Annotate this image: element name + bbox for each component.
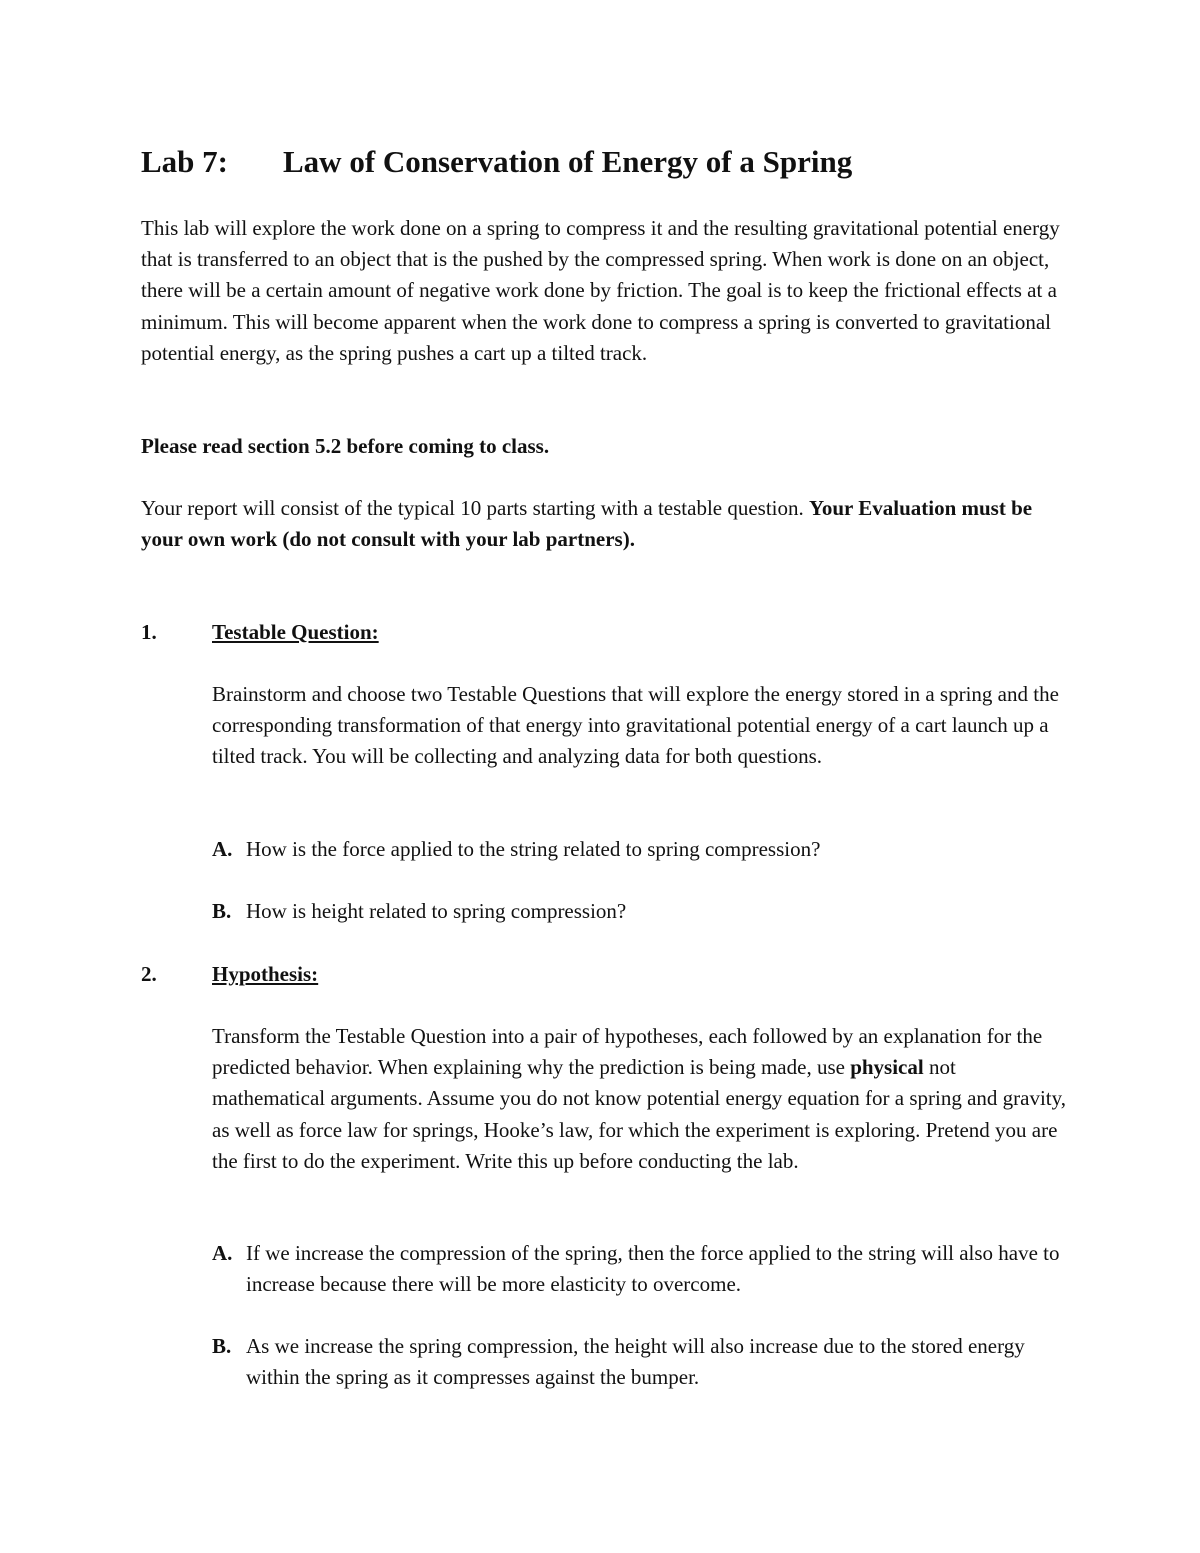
hypothesis-a xyxy=(212,1238,1072,1300)
lab-title-text: Law of Conservation of Energy of a Spring xyxy=(283,144,853,179)
question-b-text: How is height related to spring compression? xyxy=(246,899,627,923)
reading-notice: Please read section 5.2 before coming to class. xyxy=(141,434,550,458)
section-2-heading xyxy=(141,959,318,990)
section-1-title: Testable Question: xyxy=(212,620,379,644)
section-1-heading xyxy=(141,617,379,648)
section-1-body: Brainstorm and choose two Testable Questions that will explore the energy stored in a spring and the corresponding transformation of that energy into gravitational potential energy of a cart launch up a tilted track. You will be collecting and analyzing data for both questions. xyxy=(212,682,1059,769)
question-b-label: B. xyxy=(212,899,232,923)
section-2-body-start: Transform the Testable Question into a pair of hypotheses, each followed by an explanation for the predicted behavior. When explaining why the prediction is being made, use xyxy=(212,1024,1043,1080)
section-2-body xyxy=(212,1021,1072,1177)
section-1-number: 1. xyxy=(141,620,157,644)
report-text: Your report will consist of the typical 10 parts starting with a testable question. xyxy=(141,496,804,520)
intro-paragraph: This lab will explore the work done on a spring to compress it and the resulting gravitational potential energy that is transferred to an object that is the pushed by the compressed spring. When work is done on an object, there will be a certain amount of negative work done by friction. The goal is to keep the frictional effects at a minimum. This will become apparent when the work done to compress a spring is converted to gravitational potential energy, as the spring pushes a cart up a tilted track. xyxy=(141,216,1060,365)
question-b xyxy=(212,896,1072,927)
lab-number: Lab 7: xyxy=(141,144,228,179)
hypothesis-b xyxy=(212,1331,1072,1393)
section-2-body-end: not mathematical arguments. Assume you do not know potential energy equation for a spring and gravity, as well as force law for springs, Hooke’s law, for which the experiment is exploring. Pretend you are the first to do the experiment. Write this up before conducting the lab. xyxy=(212,1055,1067,1173)
report-paragraph xyxy=(141,493,1071,555)
question-a-label: A. xyxy=(212,837,233,861)
section-2-number: 2. xyxy=(141,962,157,986)
hypothesis-b-label: B. xyxy=(212,1334,232,1358)
lab-title xyxy=(141,140,852,184)
section-2-body-emphasis: physical xyxy=(850,1055,924,1080)
section-2-title: Hypothesis: xyxy=(212,962,319,986)
question-a-text: How is the force applied to the string related to spring compression? xyxy=(246,837,821,861)
report-evaluation-note: Your Evaluation must be your own work (do not consult with your lab partners). xyxy=(141,496,1033,552)
hypothesis-a-label: A. xyxy=(212,1241,233,1265)
hypothesis-b-text: As we increase the spring compression, the height will also increase due to the stored energy within the spring as it compresses against the bumper. xyxy=(246,1334,1025,1390)
hypothesis-a-text: If we increase the compression of the spring, then the force applied to the string will also have to increase because there will be more elasticity to overcome. xyxy=(246,1241,1060,1297)
question-a xyxy=(212,834,1072,865)
